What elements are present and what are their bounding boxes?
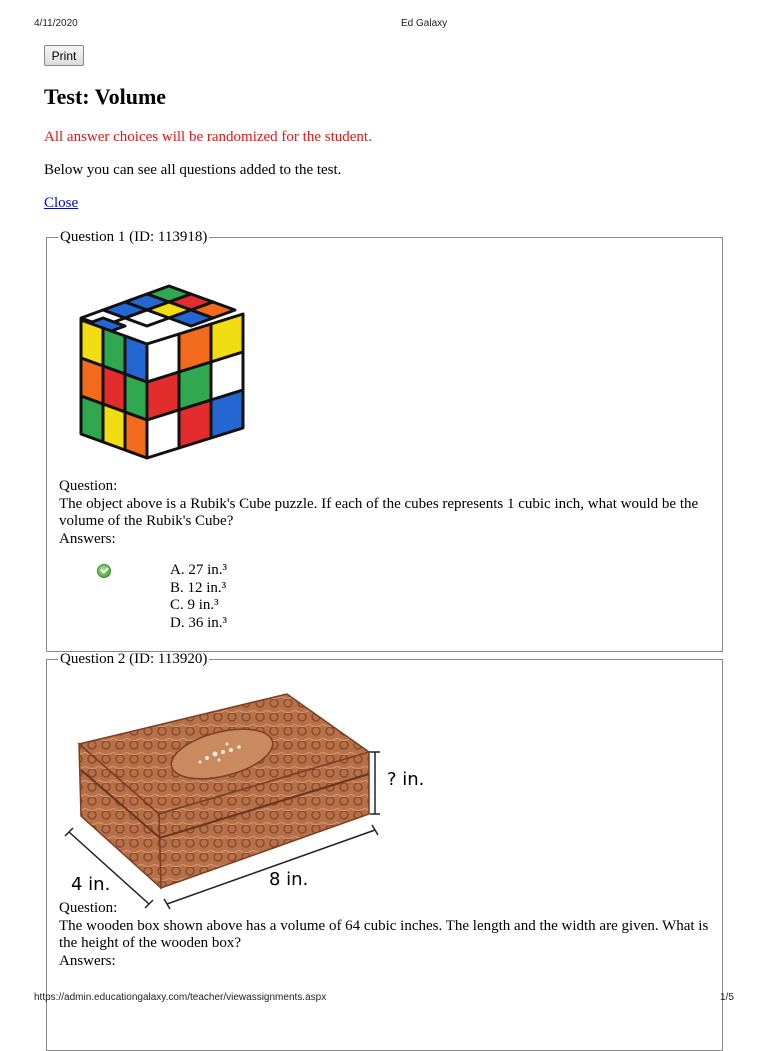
question-2-answers-label: Answers: (59, 952, 116, 969)
page-url: https://admin.educationgalaxy.com/teacher/viewassignments.aspx (34, 992, 327, 1003)
question-2-legend: Question 2 (ID: 113920) (60, 651, 208, 667)
close-link[interactable]: Close (44, 195, 79, 211)
question-2-text-block (59, 900, 709, 970)
height-dimension-label: ? in. (387, 769, 425, 790)
intro-text: Below you can see all questions added to the test. (44, 162, 342, 178)
answer-choice: A. 27 in.³ (170, 562, 227, 578)
question-1-text-block (59, 478, 709, 548)
correct-answer-check-icon (97, 564, 111, 578)
answer-choice: C. 9 in.³ (170, 597, 219, 613)
print-button[interactable]: Print (44, 45, 84, 66)
randomize-notice: All answer choices will be randomized for the student. (44, 129, 372, 145)
rubiks-cube-image (72, 274, 252, 474)
length-dimension-label: 8 in. (269, 869, 309, 890)
question-1-answers-label: Answers: (59, 530, 116, 547)
question-2-panel (46, 651, 723, 1051)
print-site-name: Ed Galaxy (401, 18, 448, 29)
question-1-label: Question: (59, 478, 118, 494)
question-1-legend: Question 1 (ID: 113918) (60, 229, 208, 245)
question-2-text: The wooden box shown above has a volume of 64 cubic inches. The length and the width are given. What is the height of the wooden box? (59, 917, 709, 951)
question-1-text: The object above is a Rubik's Cube puzzle. If each of the cubes represents 1 cubic inch, what would be the volume of the Rubik's Cube? (59, 495, 699, 529)
wooden-box-image (57, 682, 457, 912)
print-date: 4/11/2020 (34, 18, 78, 29)
width-dimension-label: 4 in. (71, 874, 111, 895)
page-number: 1/5 (720, 992, 734, 1003)
question-1-answer-list (170, 562, 227, 632)
question-1-panel (46, 229, 723, 652)
answer-choice: B. 12 in.³ (170, 579, 227, 596)
answer-choice: D. 36 in.³ (170, 614, 227, 631)
page-title: Test: Volume (44, 84, 167, 109)
question-2-label: Question: (59, 900, 118, 916)
